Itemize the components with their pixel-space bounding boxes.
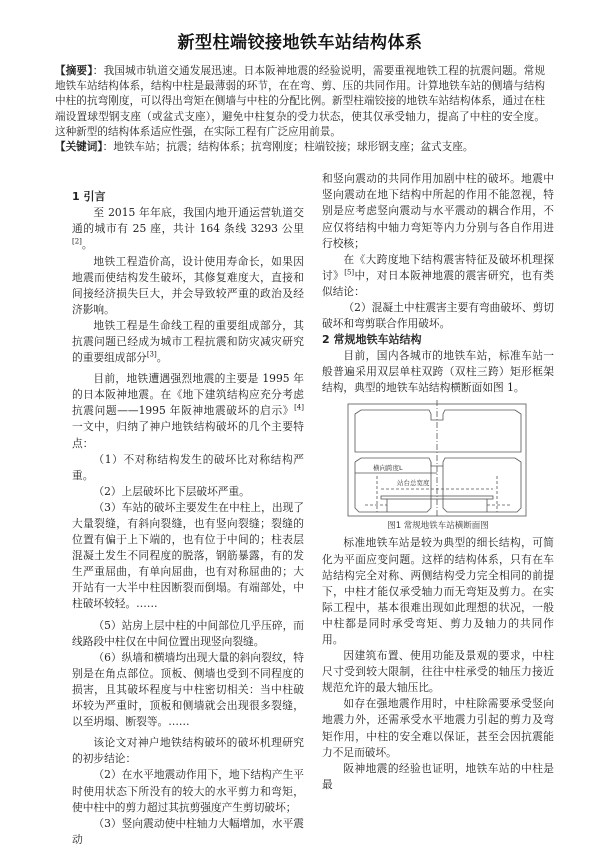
keywords-text: ：地铁车站；抗震；结构体系；抗弯刚度；柱端铰接；球形钢支座；盆式支座。 bbox=[102, 141, 474, 154]
body-columns bbox=[72, 171, 554, 848]
paragraph-text: 目前，地铁遭遇强烈地震的主要是 1995 年的日本阪神地震。在《地下建筑结构应充分考虑抗震问题——1995 年阪神地震破坏的启示》 bbox=[72, 372, 304, 418]
list-item: （5）站房上层中柱的中间部位几乎压碎，而线路段中柱仅在中间位置出现竖向裂缝。 bbox=[72, 618, 304, 648]
abstract-text: ：我国城市轨道交通发展迅速。日本阪神地震的经验说明，需要重视地铁工程的抗震问题。常规地铁车站结构体系，结构中柱是最薄弱的环节，在在弯、剪、压的共同作用。计算地铁车站的侧墙与结构中柱的抗弯刚度，可以得出弯矩在侧墙与中柱的分配比例。新型柱端铰接的地铁车站结构体系，通过在柱端设置球型钢支座（或盆式支座），避免中柱复杂的受力状态，使其仅承受轴力，提高了中柱的安全度。这种新型的结构体系适应性强，在实际工程有广泛应用前景。 bbox=[55, 65, 546, 138]
paragraph-text: 一文中，归纳了神户地铁结构破坏的几个主要特点： bbox=[72, 420, 304, 450]
platform-width-label: 站台总宽度 bbox=[397, 479, 430, 488]
list-item: （1）不对称结构发生的破坏比对称结构严重。 bbox=[72, 452, 304, 482]
span-label: 横向跨度L bbox=[373, 464, 403, 473]
citation: [5] bbox=[344, 268, 355, 277]
list-item: （2）上层破坏比下层破坏严重。 bbox=[93, 484, 250, 498]
keywords bbox=[55, 140, 545, 155]
keywords-label: 【关键词】 bbox=[55, 141, 103, 154]
paragraph: 该论文对神户地铁结构破坏的破坏机理研究的初步结论： bbox=[72, 736, 304, 766]
list-item: （2）在水平地震动作用下，地下结构产生平时使用状态下所没有的较大的水平剪力和弯矩，使中柱中的剪力超过其抗剪强度产生剪切破坏； bbox=[72, 768, 304, 814]
paragraph-text: 至 2015 年年底，我国内地开通运营轨道交通的城市有 25 座，共计 164 条线 3293 公里 bbox=[72, 206, 304, 236]
citation: [4] bbox=[294, 403, 304, 412]
list-item: （3）竖向震动使中柱轴力大幅增加，水平震动 bbox=[72, 816, 304, 846]
paragraph-text: 。 bbox=[81, 238, 93, 252]
right-column bbox=[322, 171, 554, 848]
paragraph-text: 。 bbox=[156, 351, 168, 365]
front-matter bbox=[55, 64, 545, 155]
figure-caption: 图1 常规地铁车站横断面图 bbox=[387, 521, 489, 532]
paper-title: 新型柱端铰接地铁车站结构体系 bbox=[177, 33, 423, 53]
paragraph: 如存在强地震作用时，中柱除需要承受竖向地震力外，还需承受水平地震力引起的剪力及弯矩作用，中柱的安全难以保证，甚至会因抗震能力不足而破坏。 bbox=[322, 697, 554, 759]
left-column bbox=[72, 171, 304, 848]
paragraph-text: 地铁工程是生命线工程的重要组成部分，其抗震问题已经成为城市工程抗震和防灾减灾研究的重要组成部分 bbox=[72, 318, 304, 365]
paragraph: 目前，国内各城市的地铁车站，标准车站一般普遍采用双层单柱双跨（双柱三跨）矩形框架结构，典型的地铁车站结构横断面如图 1。 bbox=[322, 349, 554, 395]
paragraph: 因建筑布置、使用功能及景观的要求，中柱尺寸受到较大限制，往往中柱承受的轴压力接近规范允许的最大轴压比。 bbox=[322, 649, 554, 695]
citation: [2] bbox=[72, 237, 82, 246]
list-item: （6）纵墙和横墙均出现大量的斜向裂纹，特别是在角点部位。顶板、侧墙也受到不同程度的损害，且其破坏程度与中柱密切相关：当中柱破坏较为严重时，顶板和侧墙就会出现很多裂缝，以至坍塌、断裂等。…… bbox=[72, 650, 304, 729]
paragraph bbox=[72, 371, 304, 451]
upper-floor-outline bbox=[355, 410, 521, 452]
paragraph-text: 中，对日本阪神地震的震害研究，也有类似结论： bbox=[322, 268, 554, 298]
paragraph bbox=[322, 252, 554, 300]
citation: [3] bbox=[146, 350, 157, 359]
paragraph: 地铁工程造价高，设计使用寿命长，如果因地震而使结构发生破坏，其修复难度大，直接和间接经济损失巨大，并会导致较严重的政治及经济影响。 bbox=[72, 254, 304, 316]
list-item: （2）混凝土中柱震害主要有弯曲破坏、剪切破坏和弯剪联合作用破坏。 bbox=[322, 300, 554, 331]
abstract bbox=[55, 64, 545, 140]
paragraph bbox=[72, 205, 304, 253]
figure-1 bbox=[322, 400, 554, 533]
paragraph: 阪神地震的经验也证明，地铁车站的中柱是最 bbox=[322, 761, 554, 791]
list-item: （3）车站的破坏主要发生在中柱上，出现了大量裂缝，有斜向裂缝，也有竖向裂缝；裂缝的位置有偏于上下端的，也有位于中间的；柱表层混凝土发生不同程度的脱落，钢筋暴露，有的发生严重屈曲，有单向屈曲，也有对称屈曲的；大开站有一大半中柱因断裂而倒塌。有端部处，中柱破坏较轻。…… bbox=[72, 500, 304, 611]
section-heading-2: 2 常规地铁车站结构 bbox=[322, 333, 422, 347]
paragraph: 标准地铁车站是较为典型的细长结构，可简化为平面应变问题。这样的结构体系，只有在车站结构完全对称、两侧结构受力完全相同的前提下，中柱才能仅承受轴力而无弯矩及剪力。在实际工程中，基本很难出现如此理想的状况，一般中柱都是同时承受弯矩、剪力及轴力的共同作用。 bbox=[322, 536, 554, 646]
paragraph: 和竖向震动的共同作用加剧中柱的破坏。地震中竖向震动在地下结构中所起的作用不能忽视，特别是应考虑竖向震动与水平震动的耦合作用，不应仅将结构中轴力弯矩等内力分别与各自作用进行校核； bbox=[322, 172, 554, 250]
station-cross-section-diagram bbox=[347, 400, 529, 518]
section-heading-1: 1 引言 bbox=[72, 190, 106, 204]
paragraph bbox=[72, 318, 304, 366]
paragraph-text: 在《大跨度地下结构震害特征及破坏机理探讨》 bbox=[322, 252, 554, 282]
abstract-label: 【摘要】 bbox=[55, 65, 93, 77]
